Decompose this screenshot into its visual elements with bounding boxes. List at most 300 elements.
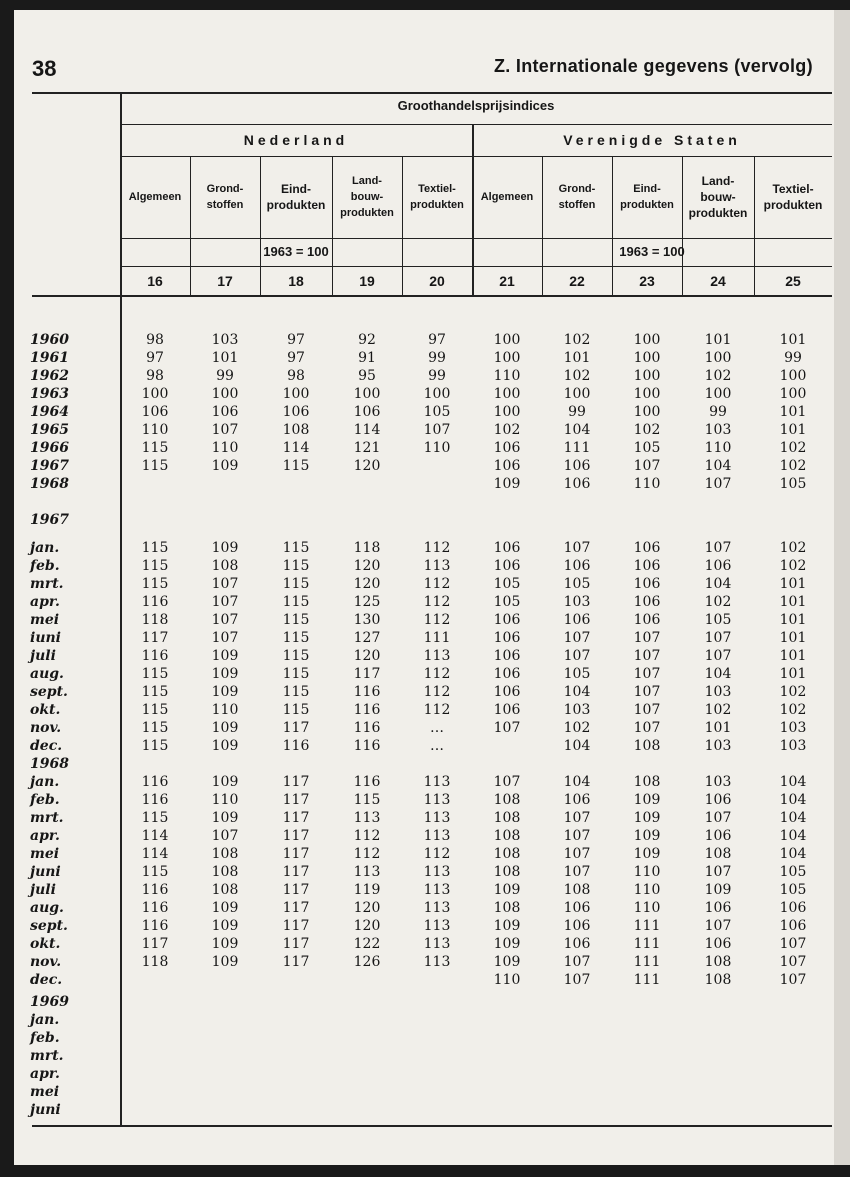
- table-cell: 112: [423, 846, 451, 862]
- row-label: 1968: [30, 756, 69, 772]
- table-cell: 109: [211, 936, 239, 952]
- table-cell: 116: [141, 918, 169, 934]
- table-cell: 114: [141, 846, 169, 862]
- document-page: [14, 10, 834, 1165]
- table-cell: 101: [704, 332, 732, 348]
- column-header: Land- bouw- produkten: [340, 175, 394, 219]
- table-cell: 115: [141, 540, 169, 556]
- column-header: Algemeen: [480, 191, 534, 203]
- table-cell: 116: [141, 774, 169, 790]
- row-label: sept.: [30, 684, 68, 700]
- column-header: Grond- stoffen: [558, 183, 596, 211]
- table-cell: 107: [704, 810, 732, 826]
- table-cell: 109: [633, 810, 661, 826]
- table-cell: 111: [633, 936, 661, 952]
- table-cell: 117: [353, 666, 381, 682]
- column-number: 25: [785, 273, 801, 289]
- table-cell: 106: [633, 594, 661, 610]
- table-cell: 106: [704, 558, 732, 574]
- table-cell: 111: [633, 918, 661, 934]
- table-cell: 115: [141, 684, 169, 700]
- row-label: feb.: [30, 792, 60, 808]
- table-cell: 113: [423, 558, 451, 574]
- row-label: jan.: [30, 1012, 60, 1028]
- table-cell: 104: [779, 828, 807, 844]
- row-label: dec.: [30, 972, 63, 988]
- column-header: Grond- stoffen: [206, 183, 244, 211]
- header-bottom-rule: [32, 295, 832, 297]
- table-cell: 113: [423, 792, 451, 808]
- row-label: 1962: [30, 368, 69, 384]
- table-cell: 113: [353, 864, 381, 880]
- table-cell: 110: [493, 368, 521, 384]
- table-cell: 130: [353, 612, 381, 628]
- table-cell: 109: [493, 476, 521, 492]
- table-cell: 115: [282, 576, 310, 592]
- row-label: 1969: [30, 994, 69, 1010]
- row-label: feb.: [30, 1030, 60, 1046]
- table-cell: 111: [633, 954, 661, 970]
- table-cell: 114: [141, 828, 169, 844]
- row-label: jan.: [30, 540, 60, 556]
- table-cell: 113: [423, 828, 451, 844]
- table-cell: 99: [568, 404, 586, 420]
- table-cell: 115: [282, 648, 310, 664]
- column-number: 18: [288, 273, 304, 289]
- row-label: nov.: [30, 720, 62, 736]
- table-cell: 106: [493, 702, 521, 718]
- table-cell: 107: [779, 936, 807, 952]
- table-cell: 118: [141, 954, 169, 970]
- table-cell: 108: [211, 846, 239, 862]
- table-cell: 109: [211, 738, 239, 754]
- table-cell: 111: [633, 972, 661, 988]
- table-cell: 107: [633, 648, 661, 664]
- table-cell: 106: [633, 576, 661, 592]
- table-cell: 115: [282, 684, 310, 700]
- table-cell: 122: [353, 936, 381, 952]
- table-cell: 107: [563, 810, 591, 826]
- row-label: 1968: [30, 476, 69, 492]
- table-cell: 106: [563, 918, 591, 934]
- table-cell: 108: [633, 738, 661, 754]
- table-cell: 113: [353, 810, 381, 826]
- table-cell: 115: [282, 666, 310, 682]
- table-cell: 120: [353, 458, 381, 474]
- table-cell: 102: [563, 332, 591, 348]
- table-cell: 108: [493, 846, 521, 862]
- table-cell: 102: [704, 702, 732, 718]
- row-label: nov.: [30, 954, 62, 970]
- table-cell: 107: [211, 828, 239, 844]
- table-cell: 112: [423, 594, 451, 610]
- table-cell: 117: [282, 774, 310, 790]
- table-cell: 102: [704, 594, 732, 610]
- table-cell: 103: [704, 738, 732, 754]
- table-cell: 105: [563, 576, 591, 592]
- table-cell: 109: [211, 810, 239, 826]
- table-cell: 98: [146, 368, 164, 384]
- table-cell: 107: [704, 864, 732, 880]
- table-cell: 104: [704, 666, 732, 682]
- table-cell: 117: [141, 936, 169, 952]
- row-label: jan.: [30, 774, 60, 790]
- table-cell: 106: [493, 648, 521, 664]
- table-cell: 116: [353, 720, 381, 736]
- table-cell: 104: [563, 422, 591, 438]
- table-cell: 113: [423, 936, 451, 952]
- table-cell: 110: [423, 440, 451, 456]
- table-cell: 108: [633, 774, 661, 790]
- table-cell: 117: [282, 720, 310, 736]
- table-cell: 114: [353, 422, 381, 438]
- table-cell: 107: [211, 422, 239, 438]
- table-cell: 100: [211, 386, 239, 402]
- table-cell: 99: [709, 404, 727, 420]
- table-cell: 107: [211, 576, 239, 592]
- table-cell: …: [430, 720, 444, 736]
- column-header: Eind- produkten: [266, 182, 326, 212]
- table-cell: 117: [282, 828, 310, 844]
- table-cell: 103: [563, 594, 591, 610]
- table-cell: 100: [633, 404, 661, 420]
- table-cell: 108: [282, 422, 310, 438]
- table-cell: 102: [779, 702, 807, 718]
- table-cell: 115: [282, 558, 310, 574]
- table-cell: 99: [784, 350, 802, 366]
- table-cell: 106: [563, 792, 591, 808]
- table-cell: 120: [353, 558, 381, 574]
- column-number: 16: [147, 273, 163, 289]
- table-cell: 108: [493, 792, 521, 808]
- table-cell: 106: [493, 612, 521, 628]
- table-cell: 102: [779, 440, 807, 456]
- table-cell: 116: [282, 738, 310, 754]
- table-cell: 101: [779, 594, 807, 610]
- row-label: apr.: [30, 1066, 60, 1082]
- table-cell: 100: [493, 332, 521, 348]
- table-cell: 105: [633, 440, 661, 456]
- table-cell: 113: [423, 954, 451, 970]
- table-cell: 107: [704, 630, 732, 646]
- table-cell: 112: [423, 702, 451, 718]
- country-rule: [120, 156, 832, 157]
- table-cell: 115: [282, 594, 310, 610]
- table-cell: 110: [704, 440, 732, 456]
- table-cell: 103: [704, 684, 732, 700]
- table-cell: 106: [563, 558, 591, 574]
- table-cell: 106: [493, 458, 521, 474]
- table-cell: 107: [563, 954, 591, 970]
- table-cell: 112: [353, 846, 381, 862]
- table-cell: 106: [704, 900, 732, 916]
- table-cell: 119: [353, 882, 381, 898]
- table-cell: 109: [211, 774, 239, 790]
- row-label: mei: [30, 612, 60, 628]
- table-cell: 103: [563, 702, 591, 718]
- table-cell: 98: [146, 332, 164, 348]
- row-label: 1960: [30, 332, 69, 348]
- table-cell: 101: [779, 576, 807, 592]
- table-cell: 108: [211, 864, 239, 880]
- row-label: feb.: [30, 558, 60, 574]
- column-number: 22: [569, 273, 585, 289]
- table-cell: 103: [704, 422, 732, 438]
- table-cell: 105: [493, 594, 521, 610]
- table-cell: …: [430, 738, 444, 754]
- table-cell: 107: [633, 720, 661, 736]
- row-label: 1964: [30, 404, 69, 420]
- table-cell: 115: [141, 666, 169, 682]
- table-cell: 101: [779, 612, 807, 628]
- table-cell: 115: [141, 702, 169, 718]
- table-cell: 115: [141, 864, 169, 880]
- column-number: 24: [710, 273, 726, 289]
- table-cell: 112: [423, 540, 451, 556]
- table-cell: 107: [493, 774, 521, 790]
- table-cell: 109: [493, 918, 521, 934]
- base-year-nl: 1963 = 100: [263, 244, 329, 259]
- table-cell: 127: [353, 630, 381, 646]
- table-cell: 100: [141, 386, 169, 402]
- row-label: mrt.: [30, 1048, 64, 1064]
- table-cell: 100: [493, 350, 521, 366]
- table-cell: 103: [779, 738, 807, 754]
- table-cell: 107: [563, 972, 591, 988]
- table-cell: 106: [633, 612, 661, 628]
- table-cell: 107: [211, 594, 239, 610]
- table-cell: 108: [211, 558, 239, 574]
- table-cell: 115: [141, 458, 169, 474]
- table-cell: 105: [779, 476, 807, 492]
- table-cell: 100: [704, 350, 732, 366]
- table-cell: 111: [423, 630, 451, 646]
- table-cell: 107: [211, 630, 239, 646]
- table-cell: 104: [704, 458, 732, 474]
- table-cell: 92: [358, 332, 376, 348]
- table-cell: 100: [282, 386, 310, 402]
- table-cell: 106: [563, 612, 591, 628]
- table-cell: 109: [211, 918, 239, 934]
- table-cell: 115: [141, 720, 169, 736]
- table-cell: 106: [493, 540, 521, 556]
- table-cell: 100: [423, 386, 451, 402]
- table-cell: 106: [563, 476, 591, 492]
- table-cell: 116: [141, 594, 169, 610]
- row-label: sept.: [30, 918, 68, 934]
- table-cell: 110: [211, 702, 239, 718]
- table-cell: 100: [633, 368, 661, 384]
- table-cell: 115: [141, 440, 169, 456]
- table-cell: 98: [287, 368, 305, 384]
- table-cell: 97: [146, 350, 164, 366]
- table-cell: 113: [423, 900, 451, 916]
- table-cell: 107: [563, 846, 591, 862]
- table-cell: 109: [211, 900, 239, 916]
- table-cell: 117: [282, 846, 310, 862]
- table-cell: 112: [353, 828, 381, 844]
- table-cell: 108: [704, 846, 732, 862]
- table-cell: 110: [633, 476, 661, 492]
- table-cell: 103: [704, 774, 732, 790]
- table-cell: 115: [282, 630, 310, 646]
- column-number: 21: [499, 273, 515, 289]
- table-cell: 106: [704, 936, 732, 952]
- table-cell: 117: [282, 918, 310, 934]
- column-header: Eind- produkten: [620, 183, 674, 211]
- table-cell: 116: [141, 882, 169, 898]
- table-cell: 117: [282, 810, 310, 826]
- row-label: aug.: [30, 900, 64, 916]
- table-cell: 103: [779, 720, 807, 736]
- table-cell: 107: [423, 422, 451, 438]
- table-cell: 113: [423, 864, 451, 880]
- table-cell: 115: [282, 702, 310, 718]
- table-cell: 110: [211, 792, 239, 808]
- table-cell: 116: [141, 648, 169, 664]
- table-cell: 106: [779, 900, 807, 916]
- table-cell: 107: [563, 648, 591, 664]
- table-cell: 115: [282, 612, 310, 628]
- table-cell: 121: [353, 440, 381, 456]
- table-cell: 104: [563, 774, 591, 790]
- table-cell: 107: [563, 828, 591, 844]
- table-cell: 104: [779, 792, 807, 808]
- table-cell: 109: [493, 936, 521, 952]
- table-cell: 104: [704, 576, 732, 592]
- page-number: 38: [32, 56, 57, 81]
- row-label: dec.: [30, 738, 63, 754]
- table-cell: 100: [779, 386, 807, 402]
- table-cell: 112: [423, 576, 451, 592]
- table-cell: 102: [493, 422, 521, 438]
- table-cell: 117: [282, 900, 310, 916]
- table-cell: 106: [493, 666, 521, 682]
- table-cell: 110: [493, 972, 521, 988]
- row-label: 1965: [30, 422, 69, 438]
- table-cell: 118: [141, 612, 169, 628]
- table-cell: 105: [779, 882, 807, 898]
- table-cell: 100: [633, 350, 661, 366]
- table-cell: 106: [563, 458, 591, 474]
- table-cell: 106: [704, 792, 732, 808]
- table-cell: 115: [353, 792, 381, 808]
- table-cell: 106: [704, 828, 732, 844]
- country-divider: [472, 124, 474, 295]
- table-cell: 116: [353, 702, 381, 718]
- table-cell: 113: [423, 810, 451, 826]
- row-label: juni: [30, 1102, 61, 1118]
- table-cell: 109: [633, 828, 661, 844]
- table-cell: 104: [779, 774, 807, 790]
- top-rule: [32, 92, 832, 94]
- column-header: Textiel- produkten: [763, 182, 823, 212]
- column-header: Land- bouw- produkten: [688, 174, 748, 220]
- table-cell: 113: [423, 918, 451, 934]
- table-cell: 109: [493, 954, 521, 970]
- table-cell: 106: [282, 404, 310, 420]
- row-label: iuni: [30, 630, 61, 646]
- row-label: 1961: [30, 350, 69, 366]
- table-cell: 116: [353, 774, 381, 790]
- table-cell: 107: [704, 648, 732, 664]
- table-cell: 107: [633, 684, 661, 700]
- row-label: mei: [30, 846, 60, 862]
- base-year-rule: [120, 266, 832, 267]
- table-cell: 95: [358, 368, 376, 384]
- table-cell: 108: [563, 882, 591, 898]
- table-cell: 105: [423, 404, 451, 420]
- table-cell: 99: [216, 368, 234, 384]
- column-header: Textiel- produkten: [410, 183, 464, 211]
- table-cell: 112: [423, 666, 451, 682]
- table-cell: 108: [493, 810, 521, 826]
- table-cell: 108: [211, 882, 239, 898]
- table-cell: 106: [493, 558, 521, 574]
- row-label: mei: [30, 1084, 60, 1100]
- table-cell: 109: [211, 684, 239, 700]
- table-cell: 116: [141, 792, 169, 808]
- table-cell: 117: [282, 864, 310, 880]
- table-cell: 110: [633, 864, 661, 880]
- table-cell: 107: [563, 864, 591, 880]
- table-cell: 105: [563, 666, 591, 682]
- row-label: 1966: [30, 440, 69, 456]
- table-cell: 104: [563, 684, 591, 700]
- table-cell: 117: [282, 882, 310, 898]
- table-cell: 99: [428, 368, 446, 384]
- country-verenigde-staten: Verenigde Staten: [563, 132, 741, 148]
- row-label: juli: [30, 882, 56, 898]
- table-cell: 106: [353, 404, 381, 420]
- table-cell: 107: [633, 458, 661, 474]
- table-cell: 120: [353, 576, 381, 592]
- table-cell: 101: [779, 630, 807, 646]
- table-cell: 107: [704, 476, 732, 492]
- table-cell: 100: [353, 386, 381, 402]
- table-cell: 106: [493, 630, 521, 646]
- row-label: 1963: [30, 386, 69, 402]
- table-cell: 115: [282, 458, 310, 474]
- table-cell: 107: [563, 630, 591, 646]
- table-cell: 110: [633, 900, 661, 916]
- table-cell: 101: [779, 666, 807, 682]
- adjacent-page-edge: [834, 10, 850, 1165]
- group-title-rule: [120, 124, 832, 125]
- base-year-us: 1963 = 100: [619, 244, 685, 259]
- column-number: 20: [429, 273, 445, 289]
- table-cell: 108: [493, 864, 521, 880]
- table-cell: 104: [779, 810, 807, 826]
- table-cell: 97: [287, 350, 305, 366]
- table-cell: 107: [493, 720, 521, 736]
- table-cell: 107: [633, 666, 661, 682]
- table-cell: 115: [141, 576, 169, 592]
- table-cell: 108: [493, 900, 521, 916]
- table-cell: 101: [211, 350, 239, 366]
- table-cell: 120: [353, 918, 381, 934]
- row-label: apr.: [30, 594, 60, 610]
- table-cell: 126: [353, 954, 381, 970]
- table-cell: 100: [563, 386, 591, 402]
- table-cell: 102: [704, 368, 732, 384]
- table-cell: 106: [211, 404, 239, 420]
- table-cell: 100: [493, 386, 521, 402]
- table-cell: 100: [779, 368, 807, 384]
- table-cell: 105: [704, 612, 732, 628]
- table-cell: 101: [704, 720, 732, 736]
- table-cell: 100: [633, 386, 661, 402]
